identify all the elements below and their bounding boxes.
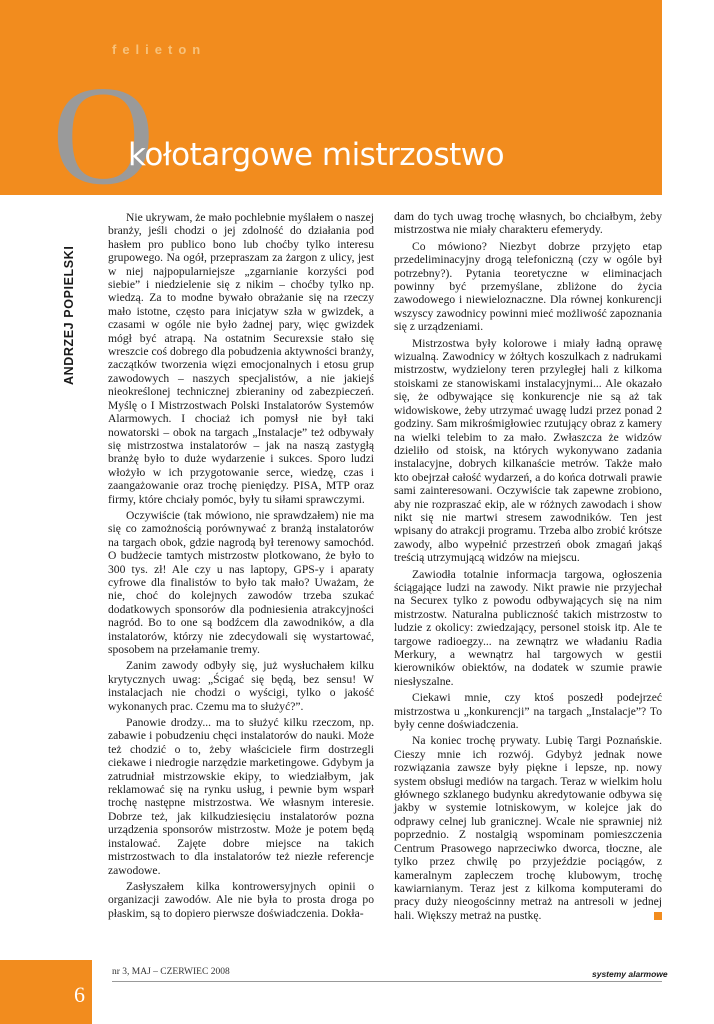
title-text: kołotargowe mistrzostwo bbox=[128, 137, 505, 173]
last-paragraph-text: Na koniec trochę prywaty. Lubię Targi Poznańskie. Cieszy mnie ich rozwój. Gdybyż jednak nowe rozwiązania zawsze były piękne i lepsze, np. nowy system obsługi mediów na targach. Teraz w wielkim holu głównego szklanego budynku akredytowanie odbywa się jakby w systemie lotniskowym, w kolejce jak do odprawy celnej lub granicznej. Wcale nie sprawniej niż poprzednio. Z nostalgią wspominam pomieszczenia Centrum Prasowego naprzeciwko dworca, tłoczne, ale tylko przez chwilę po przyjeździe pociągów, z kameralnym zapleczem trochę klubowym, trochę kawiarnianym. Teraz jest z kilkoma komputerami do pracy duży nieogościnny metraż na antresoli w jednej hali. Większy metraż na pustkę. bbox=[394, 734, 662, 922]
end-mark-icon bbox=[654, 912, 662, 920]
section-label: felieton bbox=[112, 42, 207, 57]
paragraph: Panowie drodzy... ma to służyć kilku rzeczom, np. zabawie i pobudzeniu chęci instalatorów do nauki. Może też chodzić o to, żeby właściciele firm dostrzegli ciekawe i niedrogie narzędzie marketingowe. Gdybym ja zatrudniał mistrzowskie ekipy, to wiedziałbym, jak reklamować się na rynku usług, i pewnie bym wsparł trochę następne mistrzostwa. We własnym interesie. Dobrze też, jak kilkudziesięciu instalatorów pozna urządzenia sponsorów mistrzostw. Może je potem będą instalować. Zajęte dobre miejsce na takich mistrzostwach to dla instalatorów też niezłe referencje zawodowe. bbox=[108, 716, 374, 877]
magazine-name: systemy alarmowe bbox=[592, 969, 668, 979]
article-column-right bbox=[394, 210, 662, 925]
page-number: 6 bbox=[74, 982, 85, 1007]
article-column-left bbox=[108, 211, 374, 923]
paragraph: Zasłyszałem kilka kontrowersyjnych opinii o organizacji zawodów. Ale nie była to prosta droga po płaskim, są to dopiero pierwsze doświadczenia. Dokła- bbox=[108, 879, 374, 920]
paragraph: dam do tych uwag trochę własnych, bo chciałbym, żeby mistrzostwa nie miały charakteru efemerydy. bbox=[394, 210, 662, 237]
issue-info: nr 3, MAJ – CZERWIEC 2008 bbox=[112, 967, 230, 977]
paragraph: Co mówiono? Niezbyt dobrze przyjęto etap przedeliminacyjny drogą telefoniczną (czy w ogóle był potrzebny?). Pytania teoretyczne w eliminacjach powinny być przemyślane, zbliżone do życia zawodowego i niewieloznaczne. Dla równej konkurencji wszyscy zawodnicy powinni mieć możliwość zapoznania się z urządzeniami. bbox=[394, 239, 662, 334]
paragraph: Zanim zawody odbyły się, już wysłuchałem kilku krytycznych uwag: „Ścigać się będą, bez sensu! W instalacjach nie chodzi o wyścigi, tylko o jakość wykonanych prac. Czemu ma to służyć?”. bbox=[108, 659, 374, 713]
paragraph-last bbox=[394, 734, 662, 922]
author-name: ANDRZEJ POPIELSKI bbox=[62, 245, 76, 385]
paragraph: Nie ukrywam, że mało pochlebnie myślałem o naszej branży, jeśli chodzi o jej zdolność do działania pod hasłem pro publico bono lub choćby tylko interesu grupowego. Na ogół, przepraszam za żargon z ulicy, jest w niej najpopularniejsze „zgarnianie korzyści pod siebie” i niedzielenie się z nikim – choćby tylko np. wiedzą. Za to modne bywało obrażanie się na rzeczy mało istotne, często para inicjatyw szła w gwizdek, a czasami w ogóle nie było żadnej pary, więc gwizdek mógł być atrapą. Na ostatnim Securexsie stało się wreszcie coś dobrego dla pobudzenia aktywności branży, zaczątków tworzenia więzi emocjonalnych i etosu grup zawodowych – naszych specjalistów, a nie jakiejś nieokreślonej technicznej zbieraniny od zabezpieczeń. Myślę o I Mistrzostwach Polski Instalatorów Systemów Alarmowych. I chociaż ich pomysł nie był taki nowatorski – obok na targach „Instalacje” też odbywały się mistrzostwa instalatorów – jak na naszą zastygłą branżę było to duże wydarzenie i sukces. Sporo ludzi włożyło w ich przygotowanie serce, wiedzę, czas i zaangażowanie oraz trochę pieniędzy. PISA, MTP oraz firmy, które chciały pomóc, były tu siłami sprawczymi. bbox=[108, 211, 374, 506]
paragraph: Ciekawi mnie, czy ktoś poszedł podejrzeć mistrzostwa u „konkurencji” na targach „Instalacje”? To były cenne doświadczenia. bbox=[394, 691, 662, 732]
paragraph: Zawiodła totalnie informacja targowa, ogłoszenia ściągające ludzi na zawody. Nikt prawie nie przyjechał na Securex tylko z powodu odbywających się na nim mistrzostw. Naturalna publiczność takich mistrzostw to ludzie z okolicy: zwiedzający, personel stoisk itp. Ale te targowe radioegzy... na zewnątrz we władaniu Radia Merkury, a wewnątrz hal targowych w gestii kierowników obiektów, na dodatek w szumie prawie niesłyszalne. bbox=[394, 567, 662, 688]
title-initial: O bbox=[52, 56, 155, 214]
footer-divider bbox=[112, 981, 662, 982]
article-title bbox=[52, 56, 652, 214]
paragraph: Mistrzostwa były kolorowe i miały ładną oprawę wizualną. Zawodnicy w żółtych koszulkach z nadrukami mistrzostw, wydzielony teren przyległej hali z kilkoma stoiskami ze stanowiskami instalacyjnymi... Ale okazało się, że odbywające się konkurencje nie są aż tak widowiskowe, żeby utrzymać uwagę ludzi przez ponad 2 godziny. Sam mikrośmigłowiec rzutujący obraz z kamery na wielki telebim to za mało. Zwłaszcza że widzów dzieliło od stoisk, na których wykonywano zadania instalacyjne, dobrych kilkanaście metrów. Także mało kto obejrzał całość wydarzeń, a do końca dotrwali prawie sami zainteresowani. Oczywiście tak zapewne zrobiono, aby nie rozpraszać ekip, ale w różnych zawodach i show nikt się nie martwi stresem zawodników. Ten jest wpisany do atrakcji programu. Trzeba albo zrobić krótsze zawody, albo wypełnić przestrzeń obok zmagań jakąś treścią utrzymującą widzów na miejscu. bbox=[394, 336, 662, 565]
paragraph: Oczywiście (tak mówiono, nie sprawdzałem) nie ma się co zamożnością porównywać z branżą instalatorów na targach obok, gdzie nagrodą był terenowy samochód. O budżecie tamtych mistrzostw plotkowano, że było to 300 tys. zł! Ale czy u nas laptopy, GPS-y i aparaty cyfrowe dla finalistów to było tak mało? Uważam, że nie, choć do kolejnych zawodów trzeba szukać dodatkowych sponsorów dla podniesienia atrakcyjności nagród. Bo to one są bodźcem dla zawodników, a dla instalatorów, którzy nie zdecydowali się wystartować, sposobem na przełamanie tremy. bbox=[108, 508, 374, 656]
